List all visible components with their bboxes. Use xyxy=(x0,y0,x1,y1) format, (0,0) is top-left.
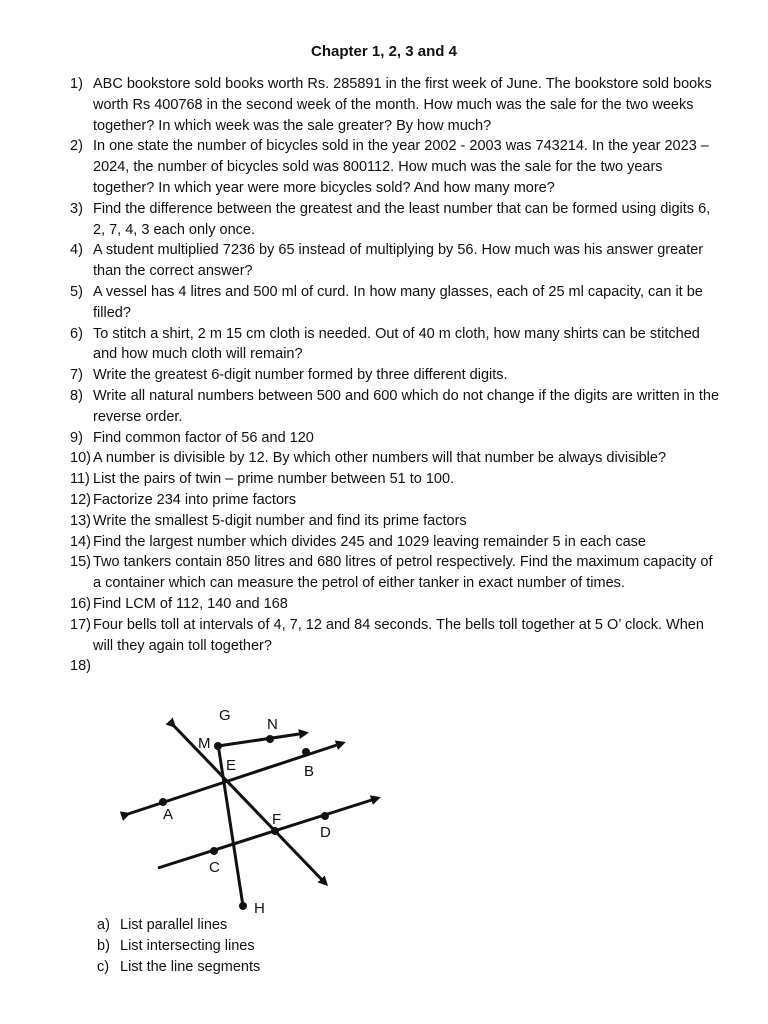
point-n xyxy=(266,735,274,743)
question-text: Two tankers contain 850 litres and 680 litres of petrol respectively. Find the maximum capacity of a container which can measure the petrol of either tanker in exact number of times. xyxy=(93,554,713,592)
question-item xyxy=(70,240,720,282)
subquestion-text: List the line segments xyxy=(120,958,261,975)
page-title: Chapter 1, 2, 3 and 4 xyxy=(311,43,457,60)
question-number: 2) xyxy=(70,138,83,155)
subquestion-list xyxy=(97,915,260,977)
question-item xyxy=(70,448,720,469)
question-item xyxy=(70,365,720,386)
line-cd xyxy=(158,798,378,868)
question-number: 11) xyxy=(70,471,90,488)
question-item xyxy=(70,656,720,677)
label-e: E xyxy=(226,757,237,774)
question-item xyxy=(70,490,720,511)
question-number: 14) xyxy=(70,533,91,550)
question-text: Write the smallest 5-digit number and find its prime factors xyxy=(93,512,467,529)
question-item xyxy=(70,428,720,449)
question-text: List the pairs of twin – prime number between 51 to 100. xyxy=(93,471,455,488)
question-number: 10) xyxy=(70,450,91,467)
question-text: A number is divisible by 12. By which other numbers will that number be always divisible? xyxy=(93,450,667,467)
label-n: N xyxy=(267,716,278,733)
point-c xyxy=(210,847,218,855)
question-item xyxy=(70,386,720,428)
question-text: ABC bookstore sold books worth Rs. 285891 in the first week of June. The bookstore sold books worth Rs 400768 in the second week of the month. How much was the sale for the two weeks together? In which week was the sale greater? By how much? xyxy=(93,76,712,134)
question-text: A student multiplied 7236 by 65 instead of multiplying by 56. How much was his answer greater than the correct answer? xyxy=(93,242,704,280)
question-number: 13) xyxy=(70,512,91,529)
subquestion-letter: a) xyxy=(97,917,110,933)
label-g: G xyxy=(219,707,231,724)
point-d xyxy=(321,812,329,820)
question-number: 4) xyxy=(70,242,83,259)
question-text: Four bells toll at intervals of 4, 7, 12 and 84 seconds. The bells toll together at 5 O’ clock. When will they again toll together? xyxy=(93,616,704,654)
question-text: Factorize 234 into prime factors xyxy=(93,491,297,508)
label-b: B xyxy=(304,763,315,780)
label-h: H xyxy=(254,900,265,917)
question-text: Find the largest number which divides 245 and 1029 leaving remainder 5 in each case xyxy=(93,533,646,550)
question-item xyxy=(70,282,720,324)
question-item xyxy=(70,615,720,657)
point-f xyxy=(271,827,279,835)
point-m xyxy=(214,742,222,750)
question-number: 9) xyxy=(70,429,83,446)
question-item xyxy=(70,199,720,241)
subquestion-item xyxy=(97,957,260,978)
question-number: 1) xyxy=(70,76,83,92)
point-b xyxy=(302,748,310,756)
question-number: 8) xyxy=(70,387,83,404)
question-text: Find common factor of 56 and 120 xyxy=(93,429,314,446)
question-number: 6) xyxy=(70,325,83,342)
label-d: D xyxy=(320,824,331,841)
question-text: Find LCM of 112, 140 and 168 xyxy=(93,595,288,612)
question-number: 17) xyxy=(70,616,91,633)
question-number: 18) xyxy=(70,658,91,675)
question-text xyxy=(93,658,97,674)
subquestion-item xyxy=(97,936,260,957)
question-number: 15) xyxy=(70,554,91,571)
question-text: A vessel has 4 litres and 500 ml of curd. In how many glasses, each of 25 ml capacity, can it be filled? xyxy=(93,283,703,321)
question-item xyxy=(70,136,720,198)
geometry-figure xyxy=(110,700,400,920)
question-number: 3) xyxy=(70,200,83,217)
question-number: 7) xyxy=(70,367,83,384)
subquestion-letter: b) xyxy=(97,937,110,954)
question-list xyxy=(70,74,720,677)
question-number: 16) xyxy=(70,595,91,612)
question-item xyxy=(70,532,720,553)
point-a xyxy=(159,798,167,806)
question-text: Write the greatest 6-digit number formed by three different digits. xyxy=(93,367,508,384)
subquestion-item xyxy=(97,915,260,936)
question-item xyxy=(70,74,720,136)
label-a: A xyxy=(163,806,174,823)
question-text: Write all natural numbers between 500 and 600 which do not change if the digits are written in the reverse order. xyxy=(93,387,720,425)
question-item xyxy=(70,469,720,490)
question-text: To stitch a shirt, 2 m 15 cm cloth is needed. Out of 40 m cloth, how many shirts can be stitched and how much cloth will remain? xyxy=(93,325,700,363)
question-text: Find the difference between the greatest and the least number that can be formed using digits 6, 2, 7, 4, 3 each only once. xyxy=(93,200,711,238)
question-number: 12) xyxy=(70,491,91,508)
subquestion-text: List intersecting lines xyxy=(120,937,255,954)
label-m: M xyxy=(198,735,211,752)
ray-mn xyxy=(218,733,306,746)
label-f: F xyxy=(272,811,282,828)
question-item xyxy=(70,552,720,594)
question-item xyxy=(70,324,720,366)
point-h xyxy=(239,902,247,910)
question-number: 5) xyxy=(70,283,83,300)
subquestion-text: List parallel lines xyxy=(120,917,228,933)
subquestion-letter: c) xyxy=(97,958,110,975)
label-c: C xyxy=(209,859,220,876)
question-item xyxy=(70,511,720,532)
question-text: In one state the number of bicycles sold in the year 2002 - 2003 was 743214. In the year 2023 – 2024, the number of bicycles sold was 800112. How much was the sale for the two years together? In which year were more bicycles sold? And how many more? xyxy=(93,138,709,196)
question-item xyxy=(70,594,720,615)
